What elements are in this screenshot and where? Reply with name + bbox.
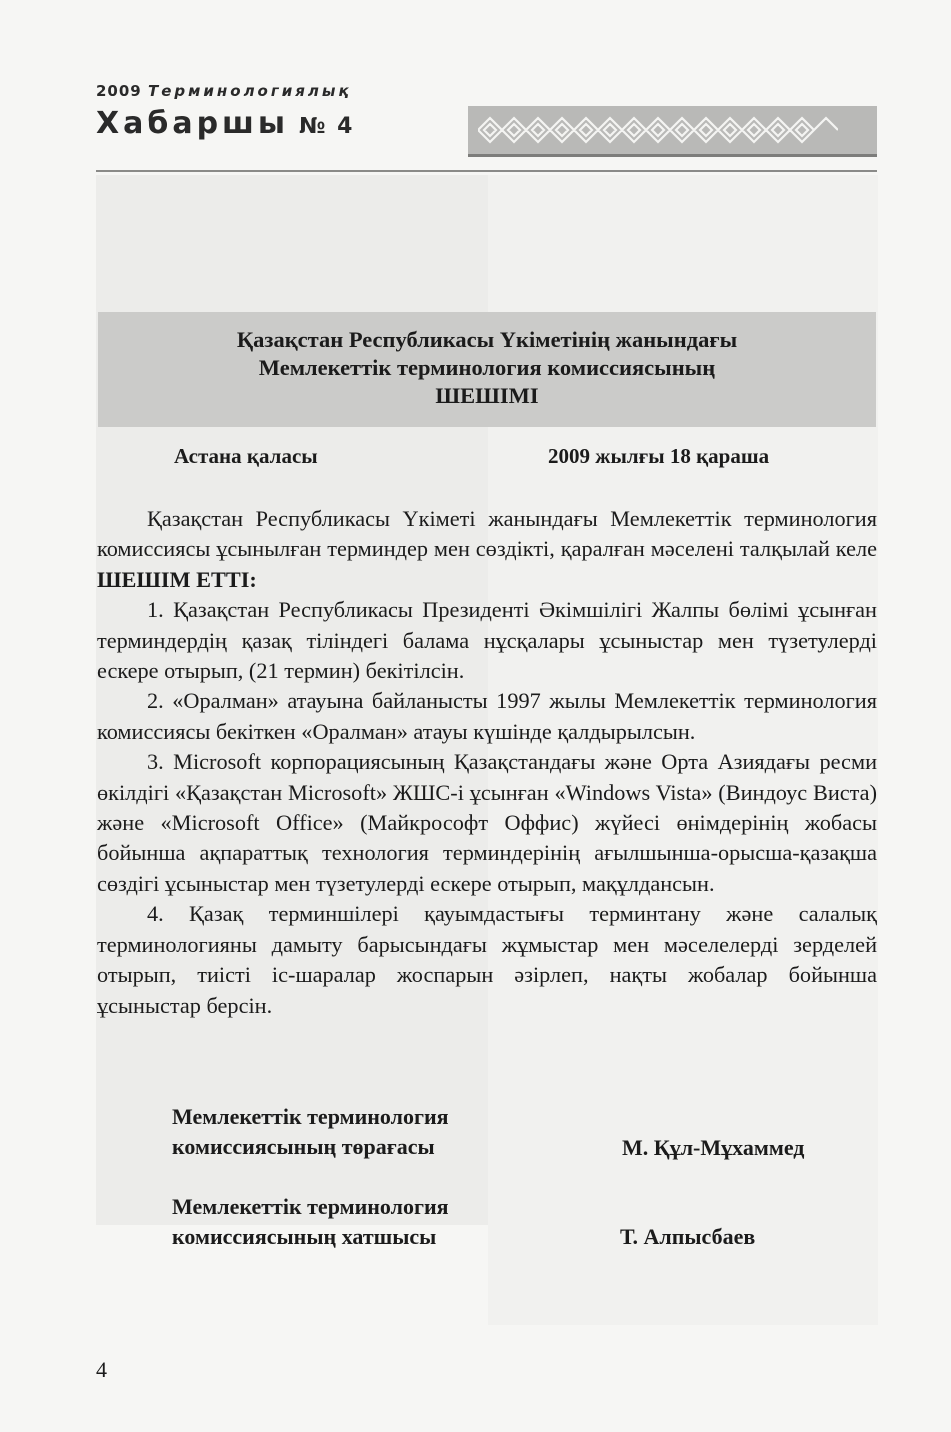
- signature-role-line: Мемлекеттік терминология: [172, 1104, 449, 1129]
- decree-title-line: ШЕШІМІ: [435, 383, 539, 408]
- journal-year: 2009: [96, 82, 142, 100]
- signature-role-chair: [172, 1102, 449, 1162]
- decree-item: 4. Қазақ терминшілері қауымдастығы терминтану және салалық терминологияны дамыту барысындағы жұмыстар мен мәселелерді зерделей отырып, тиісті іс-шаралар жоспарын әзірлеп, нақты жобалар бойынша ұсыныстар берсін.: [97, 901, 877, 1018]
- page-number: 4: [96, 1357, 107, 1382]
- signature-role-secretary: [172, 1192, 449, 1252]
- signature-role-line: комиссиясының төрағасы: [172, 1134, 435, 1159]
- journal-series: Терминологиялық: [147, 82, 352, 100]
- signature-role-line: Мемлекеттік терминология: [172, 1194, 449, 1219]
- journal-issue: № 4: [299, 114, 355, 139]
- decree-title-line: Мемлекеттік терминология комиссиясының: [258, 355, 716, 380]
- journal-header-top: [96, 82, 352, 104]
- journal-header-title: [96, 106, 354, 150]
- decree-item: 2. «Оралман» атауына байланысты 1997 жылы Мемлекеттік терминология комиссиясы бекіткен «Оралман» атауы күшінде қалдырылсын.: [97, 688, 877, 744]
- header-rule: [96, 170, 877, 172]
- decree-intro-text: Қазақстан Республикасы Үкіметі жанындағы Мемлекеттік терминология комиссиясы ұсынылған терминдер мен сөздікті, қаралған мәселені талқылай келе: [97, 506, 877, 562]
- decree-date: 2009 жылғы 18 қараша: [548, 444, 770, 468]
- signature-name-secretary: Т. Алпысбаев: [620, 1224, 756, 1249]
- signature-role-line: комиссиясының хатшысы: [172, 1224, 437, 1249]
- decree-title-line: Қазақстан Республикасы Үкіметінің жанындағы: [236, 327, 738, 352]
- decree-title-box: [98, 312, 876, 427]
- decree-resolved-label: ШЕШІМ ЕТТІ:: [97, 566, 257, 592]
- signature-name-chair: М. Құл-Мұхаммед: [622, 1135, 805, 1160]
- decree-body: [97, 504, 877, 1021]
- journal-title: Хабаршы: [96, 106, 290, 141]
- decree-item: 3. Microsoft корпорациясының Қазақстандағы және Орта Азиядағы ресми өкілдігі «Қазақстан Microsoft» ЖШС-і ұсынған «Windows Vista» (Виндоус Виста) және «Microsoft Office» (Майкрософт Оффис) жүйесі өнімдерінің жобасы бойынша ақпараттық технология терминдерінің ағылшынша-орысша-қазақша сөздігі ұсыныстар мен түзетулерді ескере отырып, мақұлдансын.: [97, 749, 877, 896]
- ornament-pattern: [478, 112, 838, 148]
- decree-item: 1. Қазақстан Республикасы Президенті Әкімшілігі Жалпы бөлімі ұсынған терминдердің қазақ тіліндегі балама нұсқалары ұсыныстар мен түзетулерді ескере отырып, (21 термин) бекітілсін.: [97, 597, 877, 684]
- header-ornament-band: [468, 106, 877, 157]
- decree-intro: [97, 504, 877, 595]
- decree-city: Астана қаласы: [174, 444, 318, 468]
